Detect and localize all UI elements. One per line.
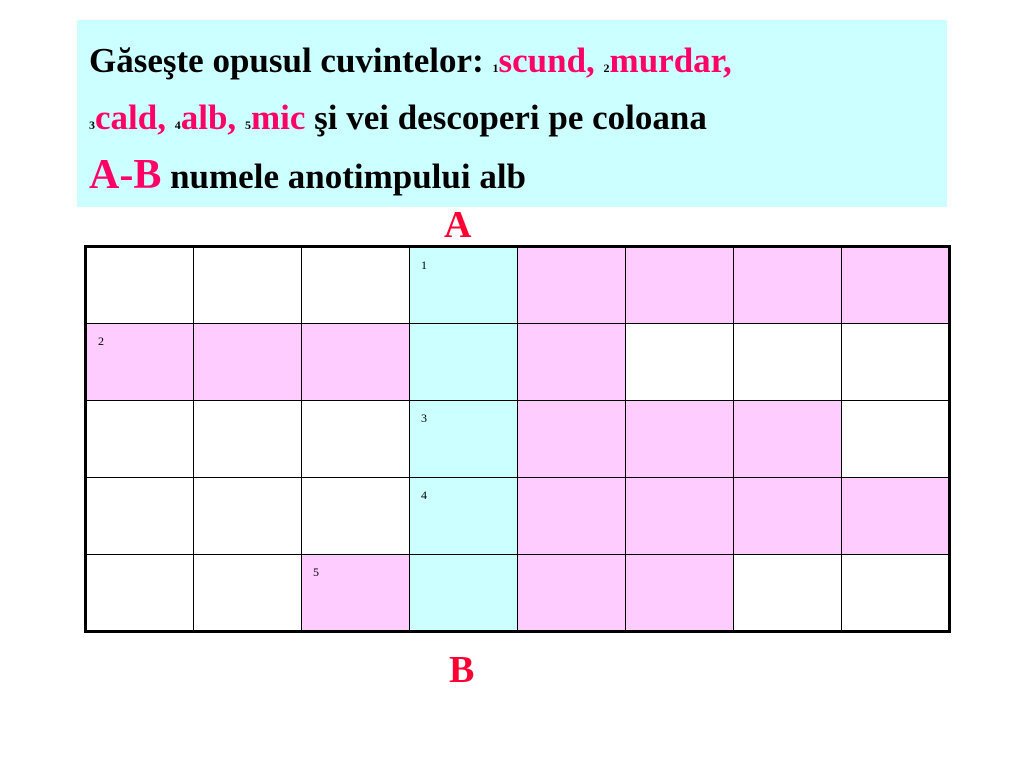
grid-cell[interactable] — [626, 478, 734, 555]
clue-word-2: murdar, — [609, 41, 732, 80]
instruction-text-3: numele anotimpului alb — [161, 157, 527, 196]
grid-cell — [194, 401, 302, 478]
clue-number-3: 3 — [89, 118, 95, 132]
clue-number-4: 4 — [174, 118, 181, 132]
clue-word-4: alb, — [180, 98, 245, 137]
grid-cell[interactable] — [86, 324, 194, 401]
clue-number-2: 2 — [603, 61, 610, 75]
instruction-line-3 — [89, 150, 935, 202]
cell-number: 4 — [421, 488, 427, 502]
clue-number-1: 1 — [492, 61, 499, 75]
grid-cell[interactable] — [302, 324, 410, 401]
grid-cell — [194, 555, 302, 632]
grid-cell[interactable] — [518, 478, 626, 555]
grid-cell[interactable] — [410, 324, 518, 401]
grid-cell[interactable] — [518, 555, 626, 632]
instruction-line-1 — [89, 36, 935, 93]
grid-cell — [842, 401, 950, 478]
column-label-a: A — [444, 204, 472, 246]
grid-cell — [842, 555, 950, 632]
instruction-line-2 — [89, 93, 935, 150]
clue-word-1: scund, — [498, 41, 604, 80]
cell-number: 3 — [421, 411, 427, 425]
instruction-text: Găseşte opusul cuvintelor: — [89, 41, 493, 80]
grid-cell — [86, 555, 194, 632]
grid-cell[interactable] — [842, 247, 950, 324]
cell-number: 5 — [313, 565, 319, 579]
grid-row — [86, 247, 950, 324]
grid-cell[interactable] — [626, 247, 734, 324]
grid-cell[interactable] — [518, 401, 626, 478]
instruction-text-2: şi vei descoperi pe coloana — [305, 98, 707, 137]
clue-word-5: mic — [250, 98, 306, 137]
clue-word-3: cald, — [95, 98, 175, 137]
grid-cell[interactable] — [410, 247, 518, 324]
grid-cell — [734, 555, 842, 632]
grid-cell[interactable] — [410, 478, 518, 555]
grid-cell[interactable] — [626, 555, 734, 632]
grid-cell[interactable] — [626, 401, 734, 478]
instruction-box — [77, 20, 947, 207]
column-label-ab: A-B — [89, 152, 162, 198]
grid-cell[interactable] — [734, 478, 842, 555]
grid-cell[interactable] — [410, 401, 518, 478]
grid-cell[interactable] — [734, 247, 842, 324]
grid-cell — [194, 247, 302, 324]
grid-cell[interactable] — [194, 324, 302, 401]
grid-row — [86, 555, 950, 632]
grid-row — [86, 478, 950, 555]
cell-number: 1 — [421, 258, 427, 272]
grid-cell — [86, 401, 194, 478]
grid-cell — [302, 401, 410, 478]
grid-cell — [626, 324, 734, 401]
grid-cell — [86, 247, 194, 324]
cell-number: 2 — [98, 334, 104, 348]
grid-cell[interactable] — [842, 478, 950, 555]
grid-cell[interactable] — [518, 324, 626, 401]
column-label-b: B — [449, 649, 475, 691]
grid-cell — [842, 324, 950, 401]
grid-cell — [302, 247, 410, 324]
grid-cell[interactable] — [734, 401, 842, 478]
grid-cell — [86, 478, 194, 555]
grid-cell[interactable] — [410, 555, 518, 632]
grid-cell[interactable] — [518, 247, 626, 324]
crossword-grid — [84, 245, 951, 633]
grid-cell — [734, 324, 842, 401]
grid-cell[interactable] — [302, 555, 410, 632]
grid-row — [86, 401, 950, 478]
clue-number-5: 5 — [244, 118, 251, 132]
grid-cell — [194, 478, 302, 555]
grid-cell — [302, 478, 410, 555]
grid-row — [86, 324, 950, 401]
